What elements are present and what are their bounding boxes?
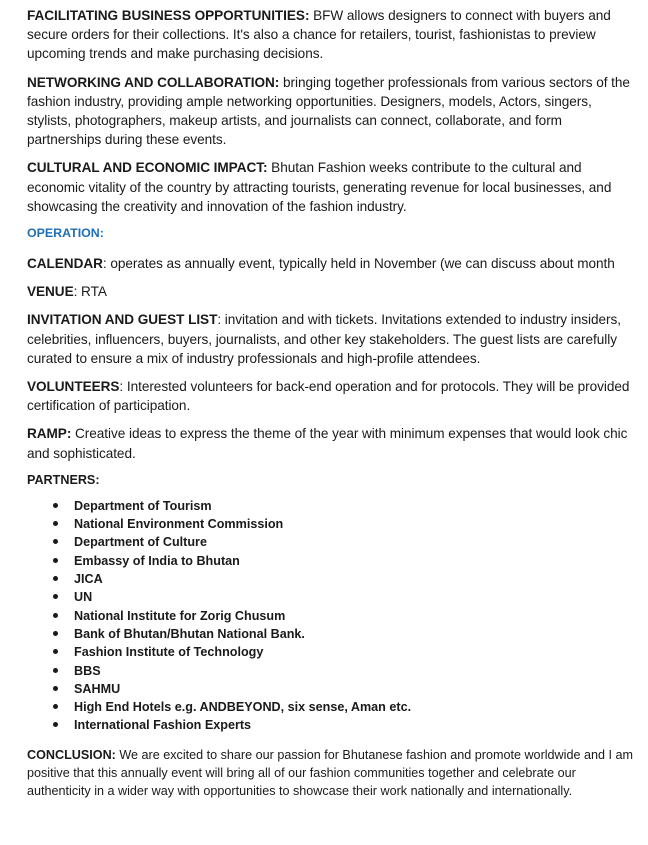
partner-name: National Institute for Zorig Chusum [74, 608, 286, 623]
operation-item-heading: INVITATION AND GUEST LIST [27, 312, 218, 328]
section-networking [27, 73, 636, 150]
bullet-icon [53, 503, 58, 508]
bullet-icon [53, 594, 58, 599]
operation-guest-list [27, 310, 636, 368]
partner-name: JICA [74, 572, 103, 587]
partner-name: UN [74, 590, 93, 605]
operation-heading: OPERATION: [27, 226, 104, 241]
section-text: Bhutan Fashion weeks contribute to the cultural and economic vitality of the country by attracting tourists, generating revenue for local businesses, and showcasing the creativity and innovation of the fashion industry. [27, 160, 612, 214]
list-item [27, 680, 636, 698]
partner-name: High End Hotels e.g. ANDBEYOND, six sense, Aman etc. [74, 700, 412, 715]
partner-name: Department of Culture [74, 535, 207, 550]
bullet-icon [53, 722, 58, 727]
partner-name: International Fashion Experts [74, 718, 252, 733]
bullet-icon [53, 649, 58, 654]
list-item [27, 643, 636, 661]
partner-name: Bank of Bhutan/Bhutan National Bank. [74, 626, 305, 641]
list-item [27, 515, 636, 533]
list-item [27, 716, 636, 734]
list-item [27, 570, 636, 588]
operation-item-heading: CALENDAR [27, 256, 103, 272]
operation-item-text: : RTA [73, 284, 107, 300]
partner-name: SAHMU [74, 681, 121, 696]
operation-item-heading: VENUE [27, 284, 74, 300]
conclusion-paragraph [27, 746, 636, 801]
list-item [27, 698, 636, 716]
list-item [27, 662, 636, 680]
section-text: bringing together professionals from various sectors of the fashion industry, providing ample networking opportunities. Designers, models, Actors, singers, stylists, photographers, makeup artists, and journalists can connect, collaborate, and form partnerships during these events. [27, 74, 630, 148]
section-heading: FACILITATING BUSINESS OPPORTUNITIES: [27, 8, 310, 23]
operation-volunteers [27, 377, 636, 415]
partner-name: Embassy of India to Bhutan [74, 553, 240, 568]
operation-item-text: Creative ideas to express the theme of the year with minimum expenses that would look chic and sophisticated. [27, 426, 628, 461]
bullet-icon [53, 704, 58, 709]
bullet-icon [53, 521, 58, 526]
operation-venue [27, 282, 636, 301]
list-item [27, 533, 636, 551]
operation-ramp [27, 424, 636, 462]
bullet-icon [53, 631, 58, 636]
section-heading: CULTURAL AND ECONOMIC IMPACT: [27, 160, 268, 176]
section-text: BFW allows designers to connect with buyers and secure orders for their collections. It's also a chance for retailers, tourist, fashionistas to preview upcoming trends and make purchasing decisions. [27, 8, 611, 62]
section-heading: NETWORKING AND COLLABORATION: [27, 74, 280, 90]
section-cultural-impact [27, 158, 636, 216]
partner-name: Department of Tourism [74, 498, 212, 513]
list-item [27, 607, 636, 625]
bullet-icon [53, 668, 58, 673]
bullet-icon [53, 686, 58, 691]
operation-calendar [27, 254, 636, 273]
operation-item-heading: VOLUNTEERS [27, 379, 120, 395]
partner-name: Fashion Institute of Technology [74, 645, 264, 660]
bullet-icon [53, 576, 58, 581]
list-item [27, 588, 636, 606]
operation-item-text: : operates as annually event, typically held in November (we can discuss about month [102, 256, 615, 272]
list-item [27, 552, 636, 570]
operation-item-heading: RAMP: [27, 426, 72, 442]
operation-item-text: : Interested volunteers for back-end operation and for protocols. They will be provided certification of participation. [27, 379, 630, 414]
partner-name: National Environment Commission [74, 517, 284, 532]
conclusion-heading: CONCLUSION: [27, 747, 116, 762]
bullet-icon [53, 613, 58, 618]
conclusion-text: We are excited to share our passion for Bhutanese fashion and promote worldwide and I am positive that this annually event will bring all of our fashion communities together and celebrate our authenticity in a wider way with opportunities to showcase their work nationally and internationally. [27, 747, 633, 799]
operation-item-text: : invitation and with tickets. Invitations extended to industry insiders, celebrities, influencers, buyers, journalists, and other key stakeholders. The guest lists are carefully curated to ensure a mix of industry professionals and high-profile attendees. [27, 312, 621, 366]
list-item [27, 497, 636, 515]
list-item [27, 625, 636, 643]
partners-list [27, 497, 636, 735]
section-business-opportunities [27, 6, 636, 64]
partners-label: PARTNERS: [27, 472, 100, 487]
partner-name: BBS [74, 663, 101, 678]
bullet-icon [53, 539, 58, 544]
bullet-icon [53, 558, 58, 563]
